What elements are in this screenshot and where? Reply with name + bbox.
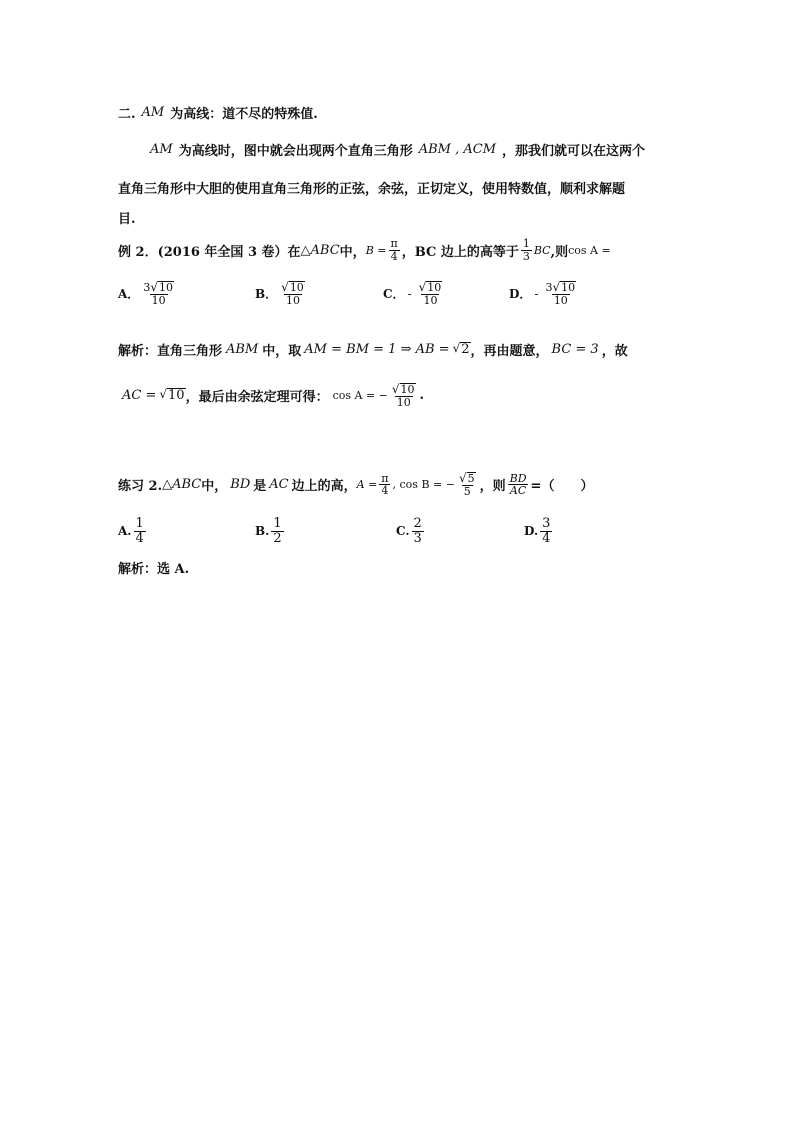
intro-var2: ABM , ACM bbox=[418, 142, 497, 157]
option-1-a-frac: 3 √ 10 10 bbox=[143, 280, 173, 308]
example-b-eq: B = bbox=[365, 243, 387, 257]
solution-1-line-1: 解析：直角三角形 ABM 中，取 AM = BM = 1 ⇒ AB = √ 2 ，再由题意， BC = 3 ，故 bbox=[118, 340, 628, 359]
example-2 bbox=[118, 238, 611, 262]
example-ze: ,则 bbox=[550, 244, 569, 260]
example-bc: BC bbox=[533, 243, 551, 257]
example-triangle: △ABC bbox=[300, 242, 340, 258]
option-2-c: C. $\frac{2}{3}$ bbox=[396, 516, 422, 546]
example-zhong: 中， bbox=[339, 244, 366, 260]
exercise-sqrt5-over-5: √ 5 5 bbox=[458, 471, 475, 499]
intro-text1: 为高线时，图中就会出现两个直角三角形 bbox=[178, 144, 413, 159]
section-title bbox=[118, 103, 318, 122]
example-cosA: cos A = bbox=[568, 243, 611, 257]
exercise-pi-over-4: $\frac{\pi}{4}$ bbox=[381, 471, 389, 498]
section-var: AM bbox=[141, 105, 165, 120]
example-text-bc: ，BC 边上的高等于 bbox=[401, 244, 519, 260]
option-1-a: A． 3 √ 10 10 bbox=[118, 281, 178, 307]
section-text: 为高线：道不尽的特殊值. bbox=[170, 107, 318, 122]
solution-1-line-2: AC = √ 10 ，最后由余弦定理可得： cos A = − √ 10 10 . bbox=[122, 382, 425, 410]
exercise-2: 练习 2. △ABC 中， BD 是 AC 边上的高， A = $\frac{\pi}{4}$ , cos B = − √ 5 5 ，则 $\frac{BD}{AC}$ =（ ） bbox=[118, 471, 594, 499]
option-2-d: D. $\frac{3}{4}$ bbox=[524, 516, 551, 546]
option-1-d: D． - 3 √ 10 10 bbox=[509, 281, 580, 307]
intro-line-1 bbox=[150, 140, 645, 159]
example-one-third: $\frac{1}{3}$ bbox=[522, 237, 530, 263]
option-1-c: C． - √ 10 10 bbox=[383, 281, 446, 307]
example-label: 例 2．(2016 年全国 3 卷）在 bbox=[118, 244, 301, 260]
intro-text2: ，那我们就可以在这两个 bbox=[502, 144, 646, 159]
option-1-c-frac: √ 10 10 bbox=[418, 280, 442, 308]
intro-line-3: 目. bbox=[118, 212, 136, 227]
solution-1-frac: √ 10 10 bbox=[391, 382, 415, 410]
example-pi-over-4: $\frac{\pi}{4}$ bbox=[390, 237, 398, 263]
section-prefix: 二. bbox=[118, 107, 136, 122]
option-1-b: B． √ 10 10 bbox=[255, 281, 309, 307]
option-1-b-frac: √ 10 10 bbox=[281, 280, 304, 308]
intro-line-2: 直角三角形中大胆的使用直角三角形的正弦，余弦，正切定义，使用特数值，顺利求解题 bbox=[118, 182, 626, 197]
option-1-d-frac: 3 √ 10 10 bbox=[545, 280, 576, 308]
exercise-bd-over-ac: $\frac{BD}{AC}$ bbox=[509, 471, 527, 498]
solution-2: 解析：选 A. bbox=[118, 562, 190, 577]
option-2-a: A. $\frac{1}{4}$ bbox=[118, 516, 144, 546]
option-2-b: B. $\frac{1}{2}$ bbox=[255, 516, 282, 546]
intro-var1: AM bbox=[150, 142, 173, 157]
